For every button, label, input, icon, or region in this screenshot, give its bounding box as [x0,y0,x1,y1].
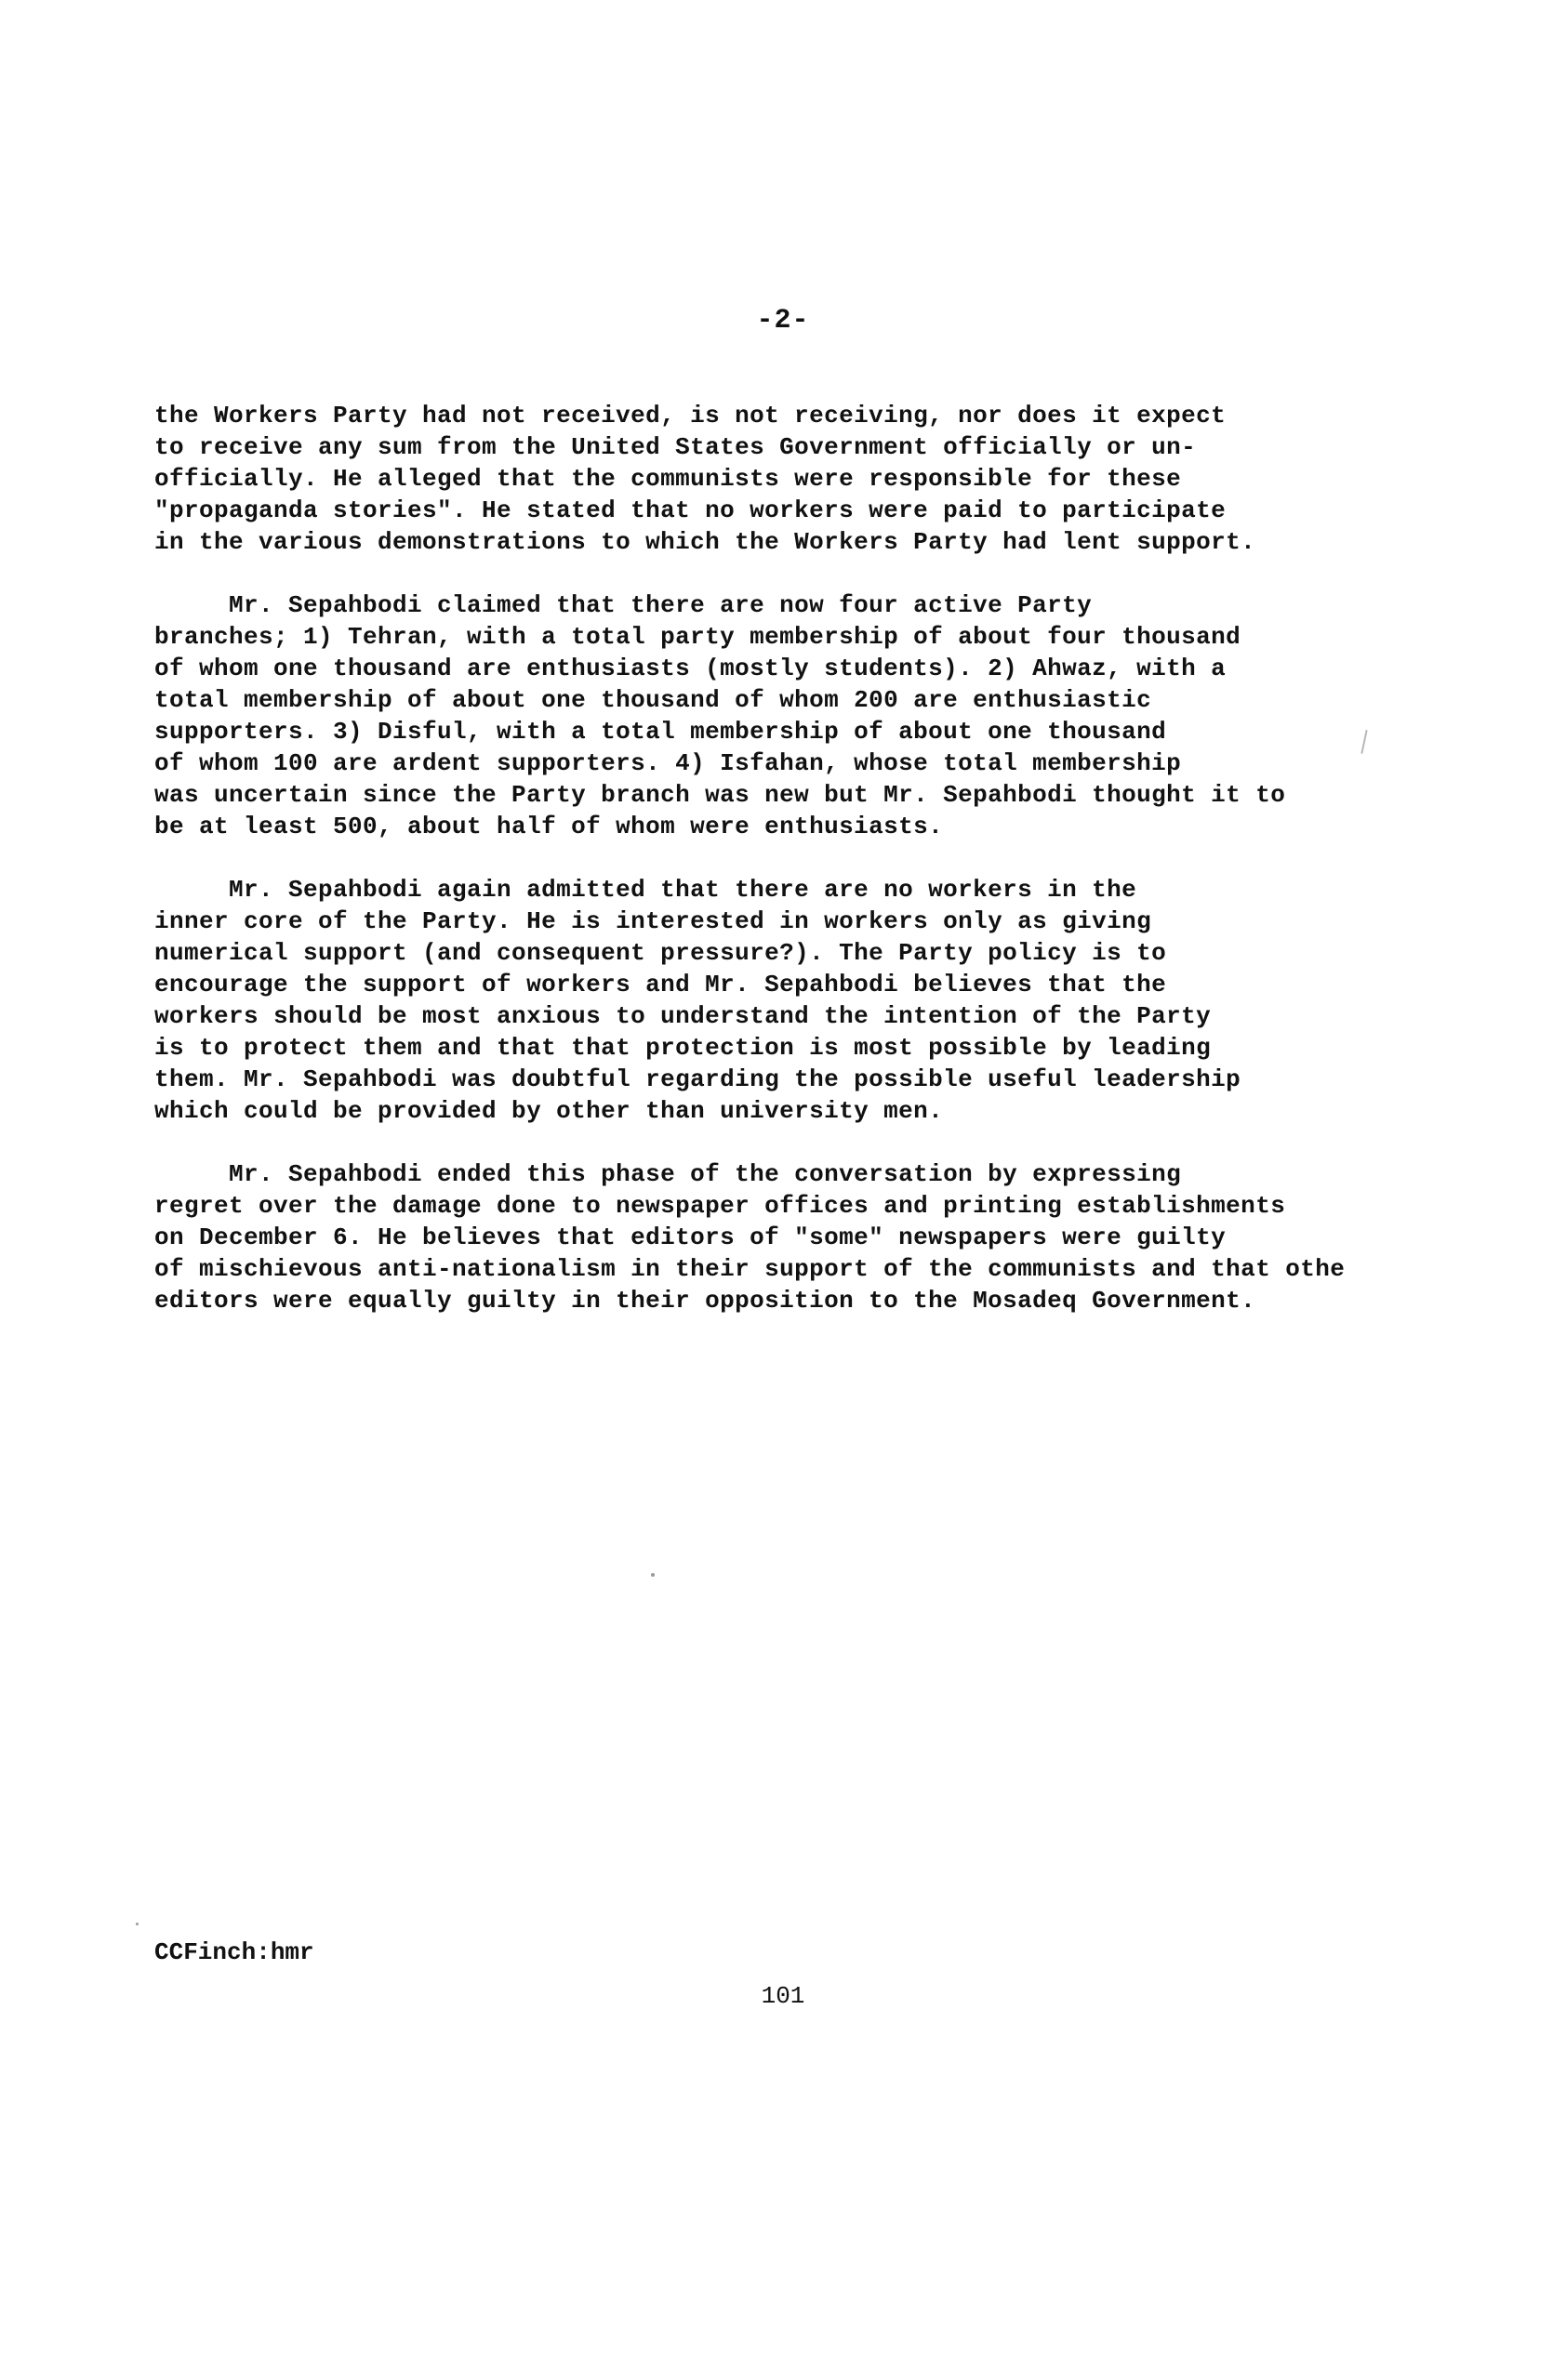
text-line: officially. He alleged that the communists were responsible for these [154,465,1182,493]
text-line: Mr. Sepahbodi again admitted that there are no workers in the [154,876,1137,904]
text-line: supporters. 3) Disful, with a total membership of about one thousand [154,718,1167,746]
text-line: of mischievous anti-nationalism in their support of the communists and that othe [154,1255,1346,1283]
text-line: is to protect them and that that protection is most possible by leading [154,1034,1212,1062]
text-line: encourage the support of workers and Mr. Sepahbodi believes that the [154,971,1167,998]
paragraph-3 [154,874,1428,1127]
text-line: inner core of the Party. He is interested in workers only as giving [154,907,1152,935]
text-line: "propaganda stories". He stated that no workers were paid to participate [154,496,1227,524]
scan-speck [136,1923,139,1925]
text-line: editors were equally guilty in their opposition to the Mosadeq Government. [154,1287,1256,1315]
text-line: to receive any sum from the United States Government officially or un- [154,433,1197,461]
text-line: total membership of about one thousand of whom 200 are enthusiastic [154,686,1152,714]
text-line: of whom one thousand are enthusiasts (mostly students). 2) Ahwaz, with a [154,654,1227,682]
text-line: them. Mr. Sepahbodi was doubtful regarding the possible useful leadership [154,1065,1241,1093]
text-line: was uncertain since the Party branch was new but Mr. Sepahbodi thought it to [154,781,1286,809]
text-line: of whom 100 are ardent supporters. 4) Isfahan, whose total membership [154,749,1182,777]
text-line: be at least 500, about half of whom were enthusiasts. [154,813,944,840]
text-line: in the various demonstrations to which the Workers Party had lent support. [154,528,1256,556]
text-line: the Workers Party had not received, is not receiving, nor does it expect [154,402,1227,430]
page-number: 101 [761,1982,805,2010]
text-line: numerical support (and consequent pressure?). The Party policy is to [154,939,1167,967]
text-line: Mr. Sepahbodi ended this phase of the conversation by expressing [154,1160,1182,1188]
paragraph-1 [154,400,1428,558]
reference-initials: CCFinch:hmr [154,1938,314,1966]
text-line: workers should be most anxious to understand the intention of the Party [154,1002,1212,1030]
paragraph-2 [154,589,1428,842]
text-line: Mr. Sepahbodi claimed that there are now four active Party [154,591,1093,619]
text-line: which could be provided by other than university men. [154,1097,944,1125]
text-line: branches; 1) Tehran, with a total party membership of about four thousand [154,623,1241,651]
page-marker: -2- [756,305,810,337]
scan-speck [651,1573,655,1577]
text-line: on December 6. He believes that editors of "some" newspapers were guilty [154,1223,1227,1251]
document-body [154,400,1428,1348]
text-line: regret over the damage done to newspaper offices and printing establishments [154,1192,1286,1220]
paragraph-4 [154,1158,1428,1316]
